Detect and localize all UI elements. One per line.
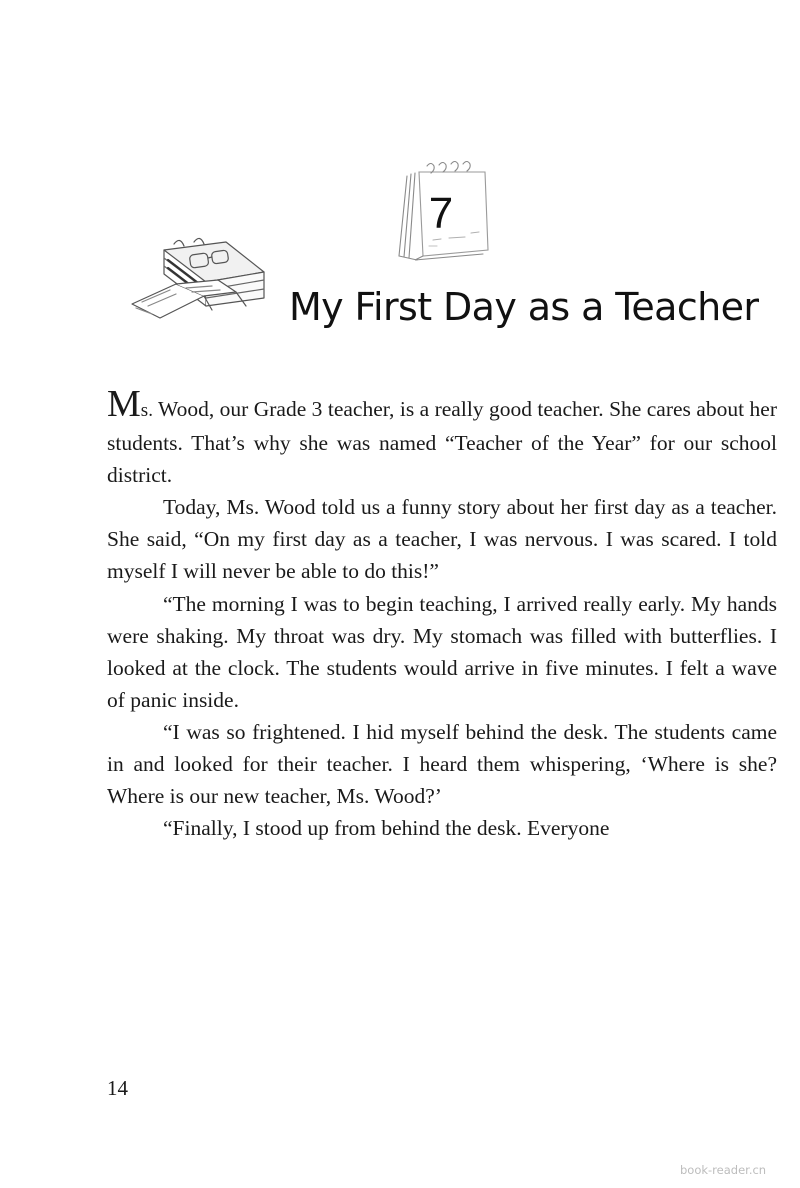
chapter-body xyxy=(107,383,777,844)
books-with-glasses-icon xyxy=(126,230,271,325)
books-drawing xyxy=(126,230,271,325)
chapter-number: 7 xyxy=(428,189,454,238)
paragraph-5: “Finally, I stood up from behind the desk. Everyone xyxy=(163,816,610,841)
drop-cap: M xyxy=(107,383,141,425)
calendar-icon xyxy=(393,158,493,268)
paragraph-1 xyxy=(107,383,777,491)
watermark: book-reader.cn xyxy=(680,1163,767,1177)
paragraph-4: “I was so frightened. I hid myself behind the desk. The students came in and looked for their teacher. I heard them whispering, ‘Where is she? Where is our new teacher, Ms. Wood?’ xyxy=(107,719,777,809)
page-number: 14 xyxy=(107,1076,128,1100)
small-caps-text: s. xyxy=(140,400,153,421)
paragraph-3: “The morning I was to begin teaching, I arrived really early. My hands were shaking. My throat was dry. My stomach was filled with butterflies. I looked at the clock. The students would arrive in five minutes. I felt a wave of panic inside. xyxy=(107,591,777,712)
paragraph-1-text: Wood, our Grade 3 teacher, is a really good teacher. She cares about her students. That’s why she was named “Teacher of the Year” for our school district. xyxy=(107,397,777,488)
chapter-title: My First Day as a Teacher xyxy=(289,285,759,329)
paragraph-2: Today, Ms. Wood told us a funny story about her first day as a teacher. She said, “On my first day as a teacher, I was nervous. I was scared. I told myself I will never be able to do this!” xyxy=(107,495,777,584)
